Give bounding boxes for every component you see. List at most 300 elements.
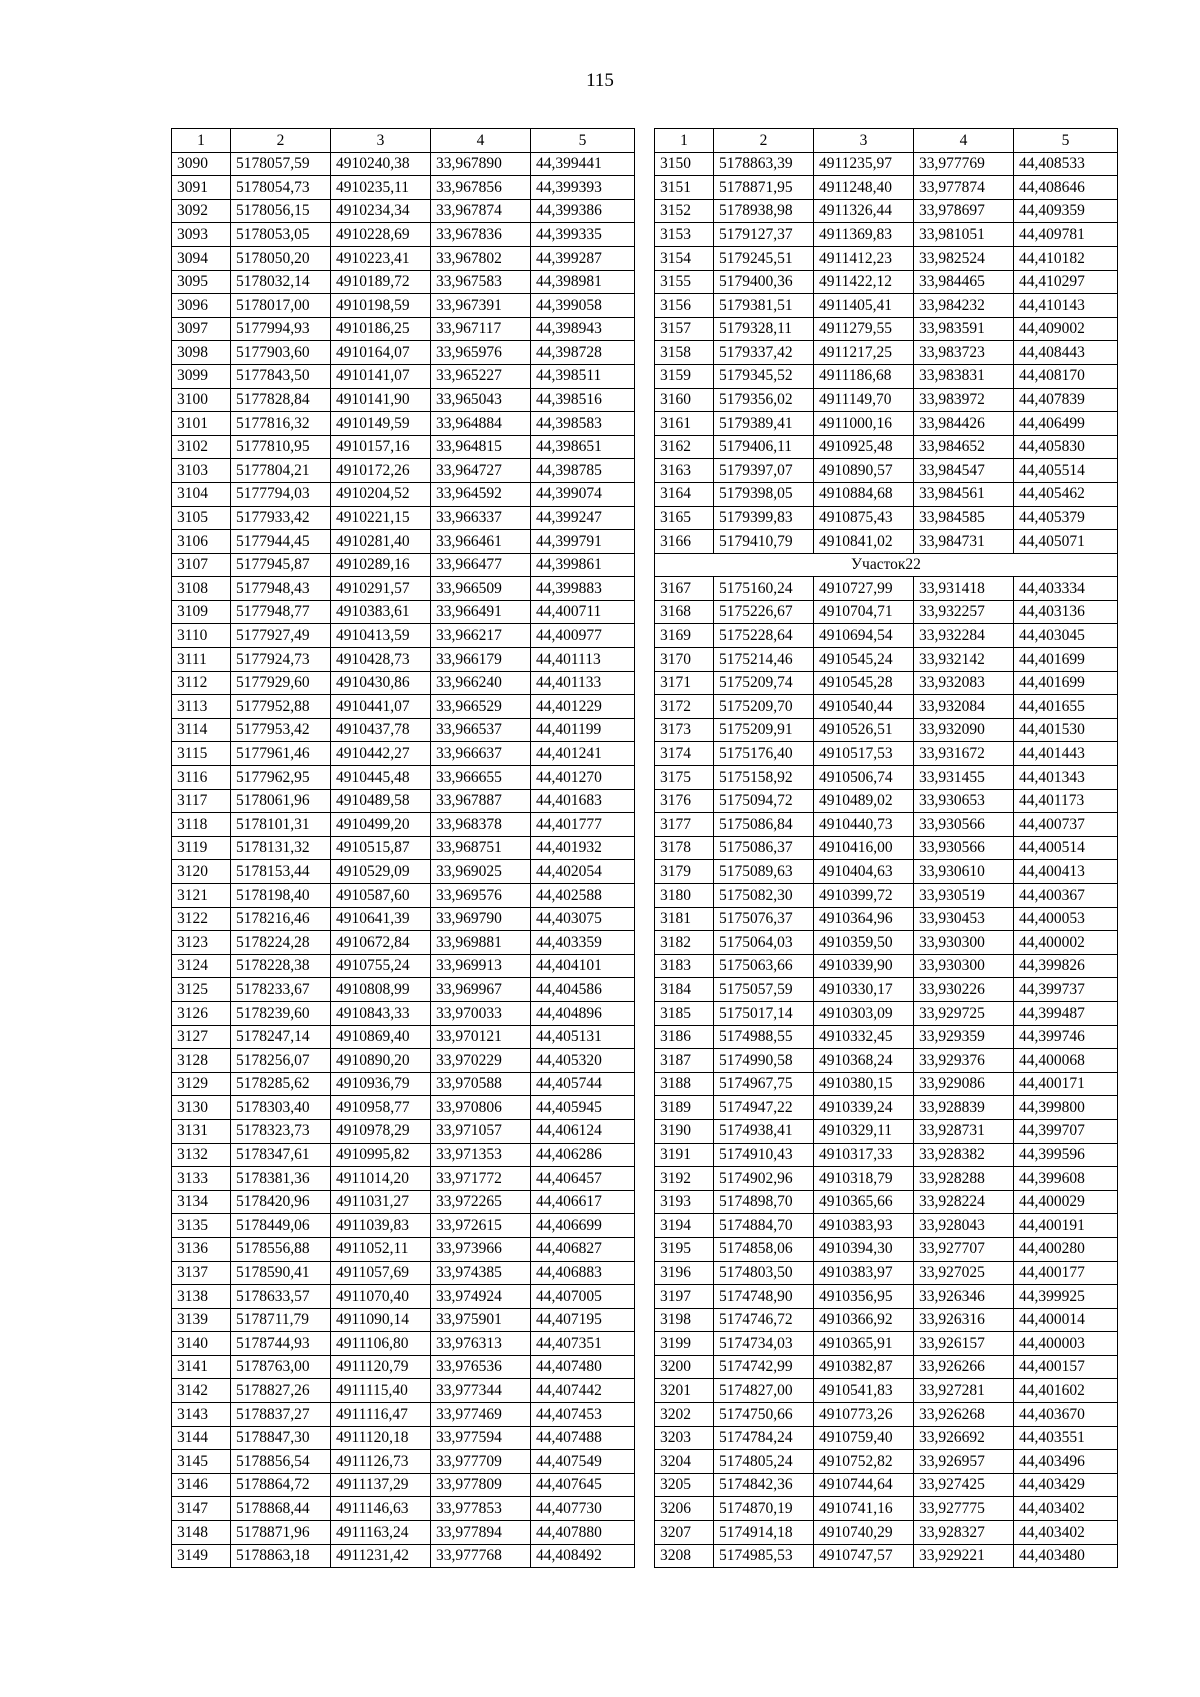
- table-cell: 5174748,90: [714, 1285, 814, 1309]
- table-cell: 44,398583: [531, 412, 635, 436]
- table-cell: 33,970806: [431, 1096, 531, 1120]
- table-cell: 5179356,02: [714, 388, 814, 412]
- table-cell: 44,401530: [1014, 718, 1118, 742]
- table-row: [172, 766, 635, 790]
- table-cell: 3186: [655, 1025, 714, 1049]
- table-cell: 44,399386: [531, 199, 635, 223]
- table-cell: 44,400068: [1014, 1049, 1118, 1073]
- table-cell: 33,927281: [914, 1379, 1014, 1403]
- table-cell: 33,930226: [914, 978, 1014, 1002]
- table-cell: 3207: [655, 1521, 714, 1545]
- table-cell: 44,404586: [531, 978, 635, 1002]
- table-row: [172, 1190, 635, 1214]
- table-cell: 3122: [172, 907, 231, 931]
- table-cell: 4911014,20: [331, 1167, 431, 1191]
- table-cell: 44,398785: [531, 459, 635, 483]
- table-cell: 44,398943: [531, 317, 635, 341]
- table-cell: 5178864,72: [231, 1473, 331, 1497]
- table-cell: 33,964884: [431, 412, 531, 436]
- table-cell: 33,928731: [914, 1119, 1014, 1143]
- table-cell: 33,977769: [914, 152, 1014, 176]
- table-row: [655, 341, 1118, 365]
- table-cell: 4911031,27: [331, 1190, 431, 1214]
- table-row: [655, 954, 1118, 978]
- table-cell: 5174750,66: [714, 1403, 814, 1427]
- table-row: [655, 1379, 1118, 1403]
- table-cell: 44,400413: [1014, 860, 1118, 884]
- table-cell: 44,400280: [1014, 1237, 1118, 1261]
- table-cell: 4910540,44: [814, 695, 914, 719]
- table-cell: 44,399074: [531, 482, 635, 506]
- table-cell: 4910437,78: [331, 718, 431, 742]
- table-row: [172, 1261, 635, 1285]
- table-cell: 33,977768: [431, 1544, 531, 1568]
- table-cell: 3094: [172, 246, 231, 270]
- table-cell: 4911126,73: [331, 1450, 431, 1474]
- table-cell: 33,927775: [914, 1497, 1014, 1521]
- table-cell: 3151: [655, 176, 714, 200]
- table-cell: 4910541,83: [814, 1379, 914, 1403]
- table-cell: 44,407839: [1014, 388, 1118, 412]
- table-cell: 44,403670: [1014, 1403, 1118, 1427]
- table-cell: 5178017,00: [231, 294, 331, 318]
- table-cell: 3182: [655, 931, 714, 955]
- table-cell: 5178871,95: [714, 176, 814, 200]
- table-cell: 33,967391: [431, 294, 531, 318]
- table-cell: 33,969967: [431, 978, 531, 1002]
- table-row: [655, 1403, 1118, 1427]
- table-cell: 4910489,58: [331, 789, 431, 813]
- table-cell: 5178303,40: [231, 1096, 331, 1120]
- table-cell: 44,407549: [531, 1450, 635, 1474]
- table-row: [172, 1049, 635, 1073]
- table-cell: 33,977594: [431, 1426, 531, 1450]
- table-row: [172, 199, 635, 223]
- table-cell: 5174914,18: [714, 1521, 814, 1545]
- table-cell: 5174842,36: [714, 1473, 814, 1497]
- table-row: [172, 1473, 635, 1497]
- table-cell: 3201: [655, 1379, 714, 1403]
- table-cell: 5178053,05: [231, 223, 331, 247]
- table-cell: 3200: [655, 1355, 714, 1379]
- table-cell: 33,930453: [914, 907, 1014, 931]
- table-cell: 33,983591: [914, 317, 1014, 341]
- table-row: [172, 671, 635, 695]
- table-cell: 44,410182: [1014, 246, 1118, 270]
- table-cell: 33,967890: [431, 152, 531, 176]
- table-cell: 33,984561: [914, 482, 1014, 506]
- table-cell: 44,401699: [1014, 648, 1118, 672]
- table-cell: 33,966179: [431, 648, 531, 672]
- table-row: [655, 317, 1118, 341]
- table-cell: 33,970229: [431, 1049, 531, 1073]
- table-cell: 3188: [655, 1072, 714, 1096]
- table-row: [172, 1025, 635, 1049]
- table-cell: 44,408492: [531, 1544, 635, 1568]
- table-cell: 3159: [655, 364, 714, 388]
- table-row: [655, 766, 1118, 790]
- table-cell: 33,971772: [431, 1167, 531, 1191]
- table-cell: 33,926692: [914, 1426, 1014, 1450]
- table-cell: 4910204,52: [331, 482, 431, 506]
- table-cell: 4911326,44: [814, 199, 914, 223]
- table-cell: 3185: [655, 1001, 714, 1025]
- table-row: [655, 1237, 1118, 1261]
- table-cell: 33,926266: [914, 1355, 1014, 1379]
- table-row: [172, 459, 635, 483]
- table-cell: 3109: [172, 600, 231, 624]
- table-cell: 44,410297: [1014, 270, 1118, 294]
- table-cell: 4910382,87: [814, 1355, 914, 1379]
- table-row: [172, 1237, 635, 1261]
- column-header: 5: [531, 129, 635, 153]
- table-cell: 3163: [655, 459, 714, 483]
- table-cell: 5178863,39: [714, 152, 814, 176]
- table-cell: 33,969913: [431, 954, 531, 978]
- table-cell: 44,401241: [531, 742, 635, 766]
- table-cell: 5177828,84: [231, 388, 331, 412]
- table-cell: 3125: [172, 978, 231, 1002]
- table-cell: 5178056,15: [231, 199, 331, 223]
- table-cell: 44,401270: [531, 766, 635, 790]
- table-cell: 5174803,50: [714, 1261, 814, 1285]
- table-cell: 5178856,54: [231, 1450, 331, 1474]
- table-cell: 5178153,44: [231, 860, 331, 884]
- table-cell: 3127: [172, 1025, 231, 1049]
- table-cell: 4911369,83: [814, 223, 914, 247]
- table-cell: 44,399441: [531, 152, 635, 176]
- table-cell: 44,407488: [531, 1426, 635, 1450]
- table-row: [172, 530, 635, 554]
- table-row: [172, 742, 635, 766]
- table-cell: 44,409359: [1014, 199, 1118, 223]
- table-cell: 4910890,57: [814, 459, 914, 483]
- table-row: [172, 1096, 635, 1120]
- table-cell: 44,403402: [1014, 1497, 1118, 1521]
- table-cell: 33,968378: [431, 813, 531, 837]
- table-cell: 5175160,24: [714, 577, 814, 601]
- table-cell: 44,405131: [531, 1025, 635, 1049]
- table-cell: 4910329,11: [814, 1119, 914, 1143]
- table-cell: 5178057,59: [231, 152, 331, 176]
- table-row: [655, 1119, 1118, 1143]
- table-cell: 3205: [655, 1473, 714, 1497]
- table-cell: 4910441,07: [331, 695, 431, 719]
- table-header-row: [172, 129, 635, 153]
- table-cell: 4910869,40: [331, 1025, 431, 1049]
- table-row: [172, 978, 635, 1002]
- table-cell: 44,405830: [1014, 435, 1118, 459]
- table-row: [655, 223, 1118, 247]
- table-cell: 5177929,60: [231, 671, 331, 695]
- table-cell: 5178381,36: [231, 1167, 331, 1191]
- table-cell: 5178868,44: [231, 1497, 331, 1521]
- table-cell: 33,928327: [914, 1521, 1014, 1545]
- table-cell: 44,399737: [1014, 978, 1118, 1002]
- table-cell: 4910747,57: [814, 1544, 914, 1568]
- table-cell: 33,967887: [431, 789, 531, 813]
- table-cell: 5178871,96: [231, 1521, 331, 1545]
- table-cell: 5174858,06: [714, 1237, 814, 1261]
- table-cell: 4911137,29: [331, 1473, 431, 1497]
- table-cell: 5175089,63: [714, 860, 814, 884]
- table-row: [655, 671, 1118, 695]
- table-row: [172, 341, 635, 365]
- table-cell: 5178556,88: [231, 1237, 331, 1261]
- table-cell: 44,405071: [1014, 530, 1118, 554]
- table-cell: 44,398516: [531, 388, 635, 412]
- table-cell: 4911405,41: [814, 294, 914, 318]
- table-cell: 33,967583: [431, 270, 531, 294]
- table-cell: 5175064,03: [714, 931, 814, 955]
- table-row: [655, 1261, 1118, 1285]
- table-cell: 44,399487: [1014, 1001, 1118, 1025]
- table-row: [655, 1285, 1118, 1309]
- table-cell: 5179399,83: [714, 506, 814, 530]
- table-cell: 4910380,15: [814, 1072, 914, 1096]
- table-cell: 4910587,60: [331, 884, 431, 908]
- table-row: [655, 412, 1118, 436]
- table-cell: 33,965043: [431, 388, 531, 412]
- table-cell: 3098: [172, 341, 231, 365]
- table-cell: 3104: [172, 482, 231, 506]
- table-cell: 33,977344: [431, 1379, 531, 1403]
- table-cell: 33,984731: [914, 530, 1014, 554]
- table-cell: 4911115,40: [331, 1379, 431, 1403]
- table-cell: 3131: [172, 1119, 231, 1143]
- table-row: [172, 907, 635, 931]
- table-cell: 44,401655: [1014, 695, 1118, 719]
- column-header: 4: [431, 129, 531, 153]
- table-cell: 4910141,90: [331, 388, 431, 412]
- table-cell: 5179345,52: [714, 364, 814, 388]
- table-cell: 44,398651: [531, 435, 635, 459]
- table-cell: 33,930300: [914, 931, 1014, 955]
- table-cell: 3100: [172, 388, 231, 412]
- table-cell: 44,399707: [1014, 1119, 1118, 1143]
- table-cell: 4910517,53: [814, 742, 914, 766]
- table-cell: 4910317,33: [814, 1143, 914, 1167]
- table-cell: 33,928224: [914, 1190, 1014, 1214]
- table-row: [172, 695, 635, 719]
- table-cell: 3128: [172, 1049, 231, 1073]
- table-cell: 3107: [172, 553, 231, 577]
- table-cell: 5177994,93: [231, 317, 331, 341]
- table-cell: 3184: [655, 978, 714, 1002]
- table-cell: 3145: [172, 1450, 231, 1474]
- table-cell: 5179398,05: [714, 482, 814, 506]
- table-cell: 3093: [172, 223, 231, 247]
- table-cell: 4910235,11: [331, 176, 431, 200]
- table-cell: 4910727,99: [814, 577, 914, 601]
- table-cell: 5178050,20: [231, 246, 331, 270]
- table-cell: 5178224,28: [231, 931, 331, 955]
- table-cell: 3167: [655, 577, 714, 601]
- table-cell: 3119: [172, 836, 231, 860]
- table-cell: 44,403551: [1014, 1426, 1118, 1450]
- table-cell: 5178938,98: [714, 199, 814, 223]
- table-cell: 4910741,16: [814, 1497, 914, 1521]
- table-cell: 4911235,97: [814, 152, 914, 176]
- table-cell: 33,969790: [431, 907, 531, 931]
- table-cell: 5175209,70: [714, 695, 814, 719]
- table-cell: 4910303,09: [814, 1001, 914, 1025]
- table-cell: 5174884,70: [714, 1214, 814, 1238]
- table-cell: 33,928839: [914, 1096, 1014, 1120]
- table-cell: 3175: [655, 766, 714, 790]
- table-cell: 44,399287: [531, 246, 635, 270]
- column-header: 4: [914, 129, 1014, 153]
- table-cell: 33,966217: [431, 624, 531, 648]
- table-row: [172, 1403, 635, 1427]
- table-cell: 3160: [655, 388, 714, 412]
- table-cell: 33,964815: [431, 435, 531, 459]
- table-cell: 44,401229: [531, 695, 635, 719]
- table-cell: 4910925,48: [814, 435, 914, 459]
- table-cell: 5174784,24: [714, 1426, 814, 1450]
- table-cell: 5177903,60: [231, 341, 331, 365]
- table-cell: 33,976536: [431, 1355, 531, 1379]
- table-row: [172, 388, 635, 412]
- table-cell: 33,981051: [914, 223, 1014, 247]
- table-cell: 4910875,43: [814, 506, 914, 530]
- table-cell: 4910416,00: [814, 836, 914, 860]
- table-cell: 3192: [655, 1167, 714, 1191]
- table-cell: 3102: [172, 435, 231, 459]
- table-cell: 5175057,59: [714, 978, 814, 1002]
- table-cell: 5178216,46: [231, 907, 331, 931]
- table-cell: 44,403402: [1014, 1521, 1118, 1545]
- table-cell: 5177944,45: [231, 530, 331, 554]
- table-cell: 33,966477: [431, 553, 531, 577]
- table-cell: 5175094,72: [714, 789, 814, 813]
- table-cell: 44,401343: [1014, 766, 1118, 790]
- table-cell: 33,931418: [914, 577, 1014, 601]
- table-row: [172, 954, 635, 978]
- table-row: [655, 1473, 1118, 1497]
- table-cell: 5174910,43: [714, 1143, 814, 1167]
- table-cell: 4911279,55: [814, 317, 914, 341]
- table-row: [172, 813, 635, 837]
- table-cell: 33,931455: [914, 766, 1014, 790]
- table-row: [655, 600, 1118, 624]
- table-cell: 44,410143: [1014, 294, 1118, 318]
- table-cell: 44,406883: [531, 1261, 635, 1285]
- table-cell: 44,407005: [531, 1285, 635, 1309]
- table-cell: 3095: [172, 270, 231, 294]
- table-cell: 33,930566: [914, 836, 1014, 860]
- table-cell: 4910368,24: [814, 1049, 914, 1073]
- table-cell: 33,977709: [431, 1450, 531, 1474]
- table-row: [172, 1497, 635, 1521]
- table-row: [655, 860, 1118, 884]
- table-cell: 44,408170: [1014, 364, 1118, 388]
- table-cell: 44,403045: [1014, 624, 1118, 648]
- table-cell: 44,403496: [1014, 1450, 1118, 1474]
- table-row: [655, 1096, 1118, 1120]
- table-cell: 33,926346: [914, 1285, 1014, 1309]
- table-cell: 4910172,26: [331, 459, 431, 483]
- table-row: [172, 506, 635, 530]
- table-cell: 33,977874: [914, 176, 1014, 200]
- table-cell: 44,408443: [1014, 341, 1118, 365]
- table-cell: 5177948,43: [231, 577, 331, 601]
- table-cell: 44,400977: [531, 624, 635, 648]
- table-cell: 44,407351: [531, 1332, 635, 1356]
- table-cell: 33,967117: [431, 317, 531, 341]
- table-cell: 44,406124: [531, 1119, 635, 1143]
- table-cell: 3158: [655, 341, 714, 365]
- table-cell: 33,972615: [431, 1214, 531, 1238]
- table-cell: 3144: [172, 1426, 231, 1450]
- table-cell: 44,400171: [1014, 1072, 1118, 1096]
- table-cell: 5174742,99: [714, 1355, 814, 1379]
- table-cell: 3197: [655, 1285, 714, 1309]
- table-cell: 3120: [172, 860, 231, 884]
- table-row: [655, 1426, 1118, 1450]
- table-cell: 33,964727: [431, 459, 531, 483]
- table-cell: 44,406457: [531, 1167, 635, 1191]
- table-cell: 44,399247: [531, 506, 635, 530]
- table-cell: 33,930610: [914, 860, 1014, 884]
- table-cell: 3136: [172, 1237, 231, 1261]
- table-cell: 44,399883: [531, 577, 635, 601]
- table-cell: 44,404101: [531, 954, 635, 978]
- table-cell: 44,406617: [531, 1190, 635, 1214]
- table-cell: 44,406699: [531, 1214, 635, 1238]
- table-cell: 4911186,68: [814, 364, 914, 388]
- table-cell: 3156: [655, 294, 714, 318]
- table-row: [172, 577, 635, 601]
- table-row: [172, 789, 635, 813]
- table-cell: 33,930653: [914, 789, 1014, 813]
- table-cell: 3130: [172, 1096, 231, 1120]
- table-cell: 3117: [172, 789, 231, 813]
- table-cell: 33,967802: [431, 246, 531, 270]
- table-cell: 44,399791: [531, 530, 635, 554]
- table-cell: 44,402054: [531, 860, 635, 884]
- table-cell: 4910149,59: [331, 412, 431, 436]
- table-cell: 33,966537: [431, 718, 531, 742]
- table-row: [172, 648, 635, 672]
- table-cell: 3099: [172, 364, 231, 388]
- table-cell: 5174938,41: [714, 1119, 814, 1143]
- table-cell: 3108: [172, 577, 231, 601]
- table-cell: 5175017,14: [714, 1001, 814, 1025]
- table-row: [172, 1450, 635, 1474]
- table-cell: 5178285,62: [231, 1072, 331, 1096]
- table-cell: 44,401699: [1014, 671, 1118, 695]
- table-cell: 44,403334: [1014, 577, 1118, 601]
- table-cell: 44,399925: [1014, 1285, 1118, 1309]
- table-cell: 3164: [655, 482, 714, 506]
- table-row: [655, 931, 1118, 955]
- table-row: [655, 1190, 1118, 1214]
- table-cell: 44,401199: [531, 718, 635, 742]
- table-cell: 4910198,59: [331, 294, 431, 318]
- table-cell: 33,983723: [914, 341, 1014, 365]
- table-row: [172, 884, 635, 908]
- table-cell: 3126: [172, 1001, 231, 1025]
- table-cell: 5177816,32: [231, 412, 331, 436]
- table-cell: 44,399608: [1014, 1167, 1118, 1191]
- table-cell: 33,930300: [914, 954, 1014, 978]
- table-row: [172, 1332, 635, 1356]
- table-row: [655, 1214, 1118, 1238]
- table-cell: 4911052,11: [331, 1237, 431, 1261]
- table-cell: 33,967836: [431, 223, 531, 247]
- table-cell: 44,401777: [531, 813, 635, 837]
